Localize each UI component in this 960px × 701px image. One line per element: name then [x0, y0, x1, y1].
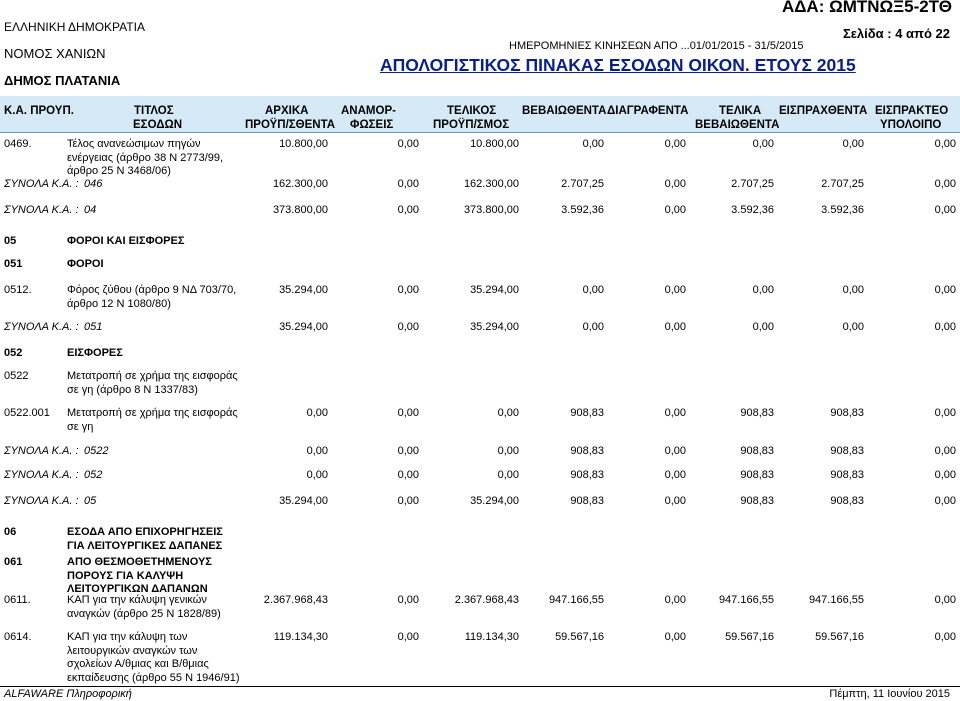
amount-cell: 3.592,36 [731, 204, 774, 216]
total-code: 046 [84, 178, 103, 190]
row-code: 0611. [4, 594, 31, 606]
amount-cell: 0,00 [306, 445, 328, 457]
amount-cell: 947.166,55 [548, 594, 604, 606]
row-code: 0614. [4, 631, 32, 643]
amount-cell: 0,00 [397, 407, 419, 419]
row-code: 052 [4, 347, 23, 359]
amount-cell: 0,00 [934, 407, 956, 419]
col-realloc-1: ΑΝΑΜΟΡ- [341, 105, 396, 117]
amount-cell: 0,00 [752, 284, 774, 296]
total-label: ΣΥΝΟΛΑ Κ.Α. : [4, 178, 79, 190]
total-label: ΣΥΝΟΛΑ Κ.Α. : [4, 495, 79, 507]
row-title [67, 556, 212, 597]
col-title-1: ΤΙΤΛΟΣ [134, 105, 174, 117]
row-title [67, 235, 184, 249]
row-title-line: σε γη (άρθρο 8 Ν 1337/83) [67, 383, 198, 396]
row-title-line: ΦΟΡΟΙ ΚΑΙ ΕΙΣΦΟΡΕΣ [67, 235, 185, 247]
total-code: 05 [84, 495, 97, 507]
row-title-line: Τέλος ανανεώσιμων πηγών [67, 138, 201, 150]
row-title-line: ΠΟΡΟΥΣ ΓΙΑ ΚΑΛΥΨΗ [67, 569, 184, 582]
amount-cell: 10.800,00 [279, 138, 328, 150]
row-title-line: σε γη [67, 420, 94, 433]
row-title-line: Μετατροπή σε χρήμα της εισφοράς [67, 370, 238, 382]
amount-cell: 908,83 [830, 445, 864, 457]
row-title [67, 347, 123, 361]
row-title-line: ΓΙΑ ΛΕΙΤΟΥΡΓΙΚΕΣ ΔΑΠΑΝΕΣ [67, 539, 223, 552]
amount-cell: 35.294,00 [470, 284, 519, 296]
amount-cell: 908,83 [570, 407, 604, 419]
col-title-2: ΕΣΟΔΩΝ [133, 119, 182, 131]
amount-cell: 162.300,00 [272, 178, 328, 190]
row-title [67, 284, 236, 311]
amount-cell: 0,00 [664, 284, 686, 296]
row-title-line: ΕΣΟΔΑ ΑΠΟ ΕΠΙΧΟΡΗΓΗΣΕΙΣ [67, 526, 223, 538]
row-title-line: άρθρο 25 Ν 3468/06) [67, 165, 171, 177]
amount-cell: 0,00 [934, 138, 956, 150]
amount-cell: 162.300,00 [463, 178, 519, 190]
amount-cell: 0,00 [842, 284, 864, 296]
row-title-line: εκπαίδευσης (άρθρο 55 Ν 1946/91) [67, 671, 240, 684]
row-code: 061 [4, 556, 23, 568]
amount-cell: 35.294,00 [470, 495, 519, 507]
amount-cell: 0,00 [397, 321, 419, 333]
amount-cell: 0,00 [664, 321, 686, 333]
amount-cell: 0,00 [752, 321, 774, 333]
movement-dates: ΗΜΕΡΟΜΗΝΙΕΣ ΚΙΝΗΣΕΩΝ ΑΠΟ ...01/01/2015 - 31/5/2015 [509, 40, 804, 52]
amount-cell: 0,00 [397, 445, 419, 457]
amount-cell: 908,83 [830, 407, 864, 419]
amount-cell: 0,00 [397, 469, 419, 481]
col-initial-1: ΑΡΧΙΚΑ [265, 105, 309, 117]
amount-cell: 0,00 [306, 407, 328, 419]
row-code: 0469. [4, 138, 32, 150]
amount-cell: 0,00 [582, 138, 604, 150]
amount-cell: 908,83 [740, 469, 774, 481]
amount-cell: 0,00 [397, 631, 419, 643]
amount-cell: 0,00 [397, 138, 419, 150]
amount-cell: 0,00 [397, 594, 419, 606]
amount-cell: 59.567,16 [555, 631, 604, 643]
amount-cell: 0,00 [582, 284, 604, 296]
amount-cell: 2.707,25 [731, 178, 774, 190]
amount-cell: 2.707,25 [821, 178, 864, 190]
amount-cell: 908,83 [570, 469, 604, 481]
row-title-line: ΚΑΠ για την κάλυψη των [67, 631, 188, 643]
row-code: 0522.001 [4, 407, 50, 419]
amount-cell: 35.294,00 [279, 495, 328, 507]
total-label: ΣΥΝΟΛΑ Κ.Α. : [4, 321, 79, 333]
row-title-line: σχολείων Α/θμιας και Β/θμιας [67, 658, 209, 670]
total-code: 052 [84, 469, 103, 481]
col-remaining-2: ΥΠΟΛΟΙΠΟ [880, 119, 942, 131]
total-label: ΣΥΝΟΛΑ Κ.Α. : [4, 204, 79, 216]
footer-divider [0, 686, 960, 687]
col-collected: ΕΙΣΠΡΑΧΘΕΝΤΑ [779, 105, 868, 117]
amount-cell: 373.800,00 [463, 204, 519, 216]
amount-cell: 373.800,00 [272, 204, 328, 216]
amount-cell: 0,00 [934, 321, 956, 333]
row-title [67, 407, 238, 434]
amount-cell: 0,00 [752, 138, 774, 150]
ada-label: ΑΔΑ: ΩΜΤΝΩΞ5-2ΤΘ [781, 0, 952, 16]
total-label: ΣΥΝΟΛΑ Κ.Α. : [4, 469, 79, 481]
row-title [67, 138, 223, 179]
amount-cell: 0,00 [664, 594, 686, 606]
municipality-label: ΔΗΜΟΣ ΠΛΑΤΑΝΙΑ [4, 73, 121, 88]
row-title-line: Φόρος ζύθου (άρθρο 9 ΝΔ 703/70, [67, 284, 237, 296]
row-title-line: ΚΑΠ για την κάλυψη γενικών [67, 594, 207, 606]
amount-cell: 0,00 [497, 407, 519, 419]
amount-cell: 119.134,30 [273, 631, 328, 643]
row-code: 051 [4, 258, 23, 270]
col-final-2: ΠΡΟΫΠ/ΣΜΟΣ [433, 119, 510, 131]
row-title-line: αναγκών (άρθρο 25 Ν 1828/89) [67, 607, 221, 620]
row-title [67, 526, 223, 553]
country-label: ΕΛΛΗΝΙΚΗ ΔΗΜΟΚΡΑΤΙΑ [4, 20, 145, 34]
amount-cell: 35.294,00 [279, 284, 328, 296]
row-title-line: ΕΙΣΦΟΡΕΣ [67, 347, 123, 359]
amount-cell: 0,00 [664, 469, 686, 481]
amount-cell: 0,00 [397, 178, 419, 190]
amount-cell: 59.567,16 [815, 631, 864, 643]
amount-cell: 908,83 [740, 495, 774, 507]
row-title-line: λειτουργικών αναγκών των [67, 644, 198, 657]
amount-cell: 0,00 [664, 445, 686, 457]
amount-cell: 35.294,00 [279, 321, 328, 333]
amount-cell: 0,00 [934, 631, 956, 643]
row-title [67, 631, 240, 685]
row-code: 05 [4, 235, 17, 247]
row-title-line: ενέργειας (άρθρο 38 Ν 2773/99, [67, 151, 224, 164]
col-final-cert-2: ΒΕΒΑΙΩΘΕΝΤΑ [695, 119, 780, 131]
amount-cell: 0,00 [582, 321, 604, 333]
col-final-cert-1: ΤΕΛΙΚΑ [719, 105, 762, 117]
amount-cell: 947.166,55 [718, 594, 774, 606]
amount-cell: 3.592,36 [821, 204, 864, 216]
row-title-line: Μετατροπή σε χρήμα της εισφοράς [67, 407, 238, 419]
amount-cell: 10.800,00 [470, 138, 519, 150]
amount-cell: 947.166,55 [808, 594, 864, 606]
amount-cell: 0,00 [306, 469, 328, 481]
page-number: Σελίδα : 4 από 22 [842, 26, 950, 41]
amount-cell: 908,83 [830, 495, 864, 507]
amount-cell: 0,00 [934, 178, 956, 190]
row-title-line: ΑΠΟ ΘΕΣΜΟΘΕΤΗΜΕΝΟΥΣ [67, 556, 212, 568]
prefecture-label: ΝΟΜΟΣ ΧΑΝΙΩΝ [4, 46, 106, 61]
amount-cell: 0,00 [664, 178, 686, 190]
col-certified: ΒΕΒΑΙΩΘΕΝΤΑ [522, 105, 607, 117]
row-code: 06 [4, 526, 17, 538]
amount-cell: 908,83 [570, 495, 604, 507]
amount-cell: 0,00 [934, 284, 956, 296]
amount-cell: 0,00 [664, 631, 686, 643]
col-realloc-2: ΦΩΣΕΙΣ [350, 119, 394, 131]
total-code: 0522 [84, 445, 109, 457]
amount-cell: 0,00 [664, 204, 686, 216]
total-label: ΣΥΝΟΛΑ Κ.Α. : [4, 445, 79, 457]
amount-cell: 0,00 [842, 138, 864, 150]
total-code: 051 [84, 321, 103, 333]
amount-cell: 0,00 [934, 495, 956, 507]
row-title [67, 594, 221, 621]
amount-cell: 2.707,25 [561, 178, 604, 190]
amount-cell: 0,00 [397, 204, 419, 216]
amount-cell: 3.592,36 [561, 204, 604, 216]
total-code: 04 [84, 204, 97, 216]
amount-cell: 908,83 [740, 445, 774, 457]
amount-cell: 35.294,00 [470, 321, 519, 333]
amount-cell: 0,00 [664, 407, 686, 419]
amount-cell: 0,00 [397, 284, 419, 296]
amount-cell: 0,00 [934, 204, 956, 216]
row-code: 0512. [4, 284, 32, 296]
amount-cell: 0,00 [934, 445, 956, 457]
amount-cell: 0,00 [497, 445, 519, 457]
col-initial-2: ΠΡΟΫΠ/ΣΘΕΝΤΑ [245, 119, 336, 131]
col-final-1: ΤΕΛΙΚΟΣ [447, 105, 497, 117]
col-remaining-1: ΕΙΣΠΡΑΚΤΕΟ [875, 105, 949, 117]
amount-cell: 0,00 [934, 469, 956, 481]
amount-cell: 0,00 [842, 321, 864, 333]
report-title: ΑΠΟΛΟΓΙΣΤΙΚΟΣ ΠΙΝΑΚΑΣ ΕΣΟΔΩΝ ΟΙΚΟΝ. ΕΤΟΥΣ 2015 [380, 55, 856, 75]
amount-cell: 0,00 [664, 495, 686, 507]
amount-cell: 908,83 [830, 469, 864, 481]
row-title [67, 258, 104, 272]
amount-cell: 0,00 [664, 138, 686, 150]
amount-cell: 908,83 [740, 407, 774, 419]
amount-cell: 0,00 [934, 594, 956, 606]
col-code: Κ.Α. ΠΡΟΥΠ. [4, 105, 74, 117]
row-title-line: ΛΕΙΤΟΥΡΓΙΚΩΝ ΔΑΠΑΝΩΝ [67, 583, 208, 595]
amount-cell: 908,83 [570, 445, 604, 457]
col-deleted: ΔΙΑΓΡΑΦΕΝΤΑ [607, 105, 689, 117]
row-title-line: ΦΟΡΟΙ [67, 258, 104, 270]
print-date: Πέμπτη, 11 Ιουνίου 2015 [829, 688, 950, 700]
amount-cell: 2.367.968,43 [454, 594, 519, 606]
software-label: ALFAWARE Πληροφορική [4, 688, 132, 700]
row-title-line: άρθρο 12 Ν 1080/80) [67, 297, 171, 310]
row-code: 0522 [4, 370, 29, 382]
amount-cell: 2.367.968,43 [263, 594, 328, 606]
amount-cell: 119.134,30 [464, 631, 519, 643]
amount-cell: 0,00 [397, 495, 419, 507]
amount-cell: 0,00 [497, 469, 519, 481]
amount-cell: 59.567,16 [725, 631, 774, 643]
row-title [67, 370, 238, 397]
